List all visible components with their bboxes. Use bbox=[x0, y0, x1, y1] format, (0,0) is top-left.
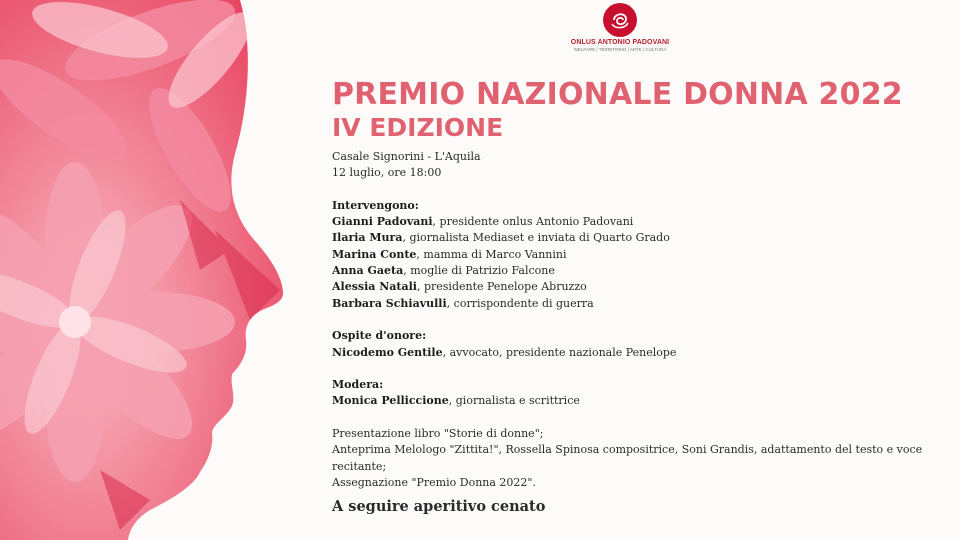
program-line-3: Assegnazione "Premio Donna 2022". bbox=[332, 475, 536, 489]
venue-date: 12 luglio, ore 18:00 bbox=[332, 166, 442, 180]
speaker-name: Anna Gaeta bbox=[332, 264, 404, 278]
speaker-name: Marina Conte bbox=[332, 247, 417, 261]
moderator-line bbox=[332, 393, 932, 409]
rose-icon bbox=[603, 3, 637, 37]
speaker-role: , presidente Penelope Abruzzo bbox=[416, 280, 587, 294]
program-line-1: Presentazione libro "Storie di donne"; bbox=[332, 427, 544, 441]
speaker-name: Barbara Schiavulli bbox=[332, 296, 447, 310]
speaker-line bbox=[332, 230, 932, 246]
guest-heading: Ospite d'onore: bbox=[332, 329, 427, 343]
speaker-role: , presidente onlus Antonio Padovani bbox=[432, 215, 634, 229]
speaker-role: , moglie di Patrizio Falcone bbox=[403, 264, 555, 278]
moderator-role: , giornalista e scrittrice bbox=[448, 394, 580, 408]
interventions-heading: Intervengono: bbox=[332, 198, 419, 212]
guest-line bbox=[332, 345, 932, 361]
moderator-name: Monica Pelliccione bbox=[332, 394, 449, 408]
speaker-name: Gianni Padovani bbox=[332, 215, 433, 229]
moderator-heading: Modera: bbox=[332, 378, 384, 392]
logo-tagline: WELFARE | TERRITORIO | ARTE | CULTURA bbox=[573, 47, 667, 52]
speaker-line bbox=[332, 263, 932, 279]
event-details bbox=[332, 149, 932, 516]
speaker-role: , corrispondente di guerra bbox=[446, 296, 594, 310]
speaker-line bbox=[332, 296, 932, 312]
logo-org-name: ONLUS ANTONIO PADOVANI bbox=[570, 39, 670, 46]
event-title: PREMIO NAZIONALE DONNA 2022 bbox=[332, 77, 903, 112]
speaker-line bbox=[332, 279, 932, 295]
flower-face-illustration bbox=[0, 0, 300, 540]
speaker-role: , giornalista Mediaset e inviata di Quarto Grado bbox=[402, 231, 670, 245]
speaker-line bbox=[332, 214, 932, 230]
venue-place: Casale Signorini - L'Aquila bbox=[332, 150, 481, 163]
speaker-line bbox=[332, 247, 932, 263]
onlus-logo bbox=[568, 0, 672, 56]
speaker-name: Alessia Natali bbox=[332, 280, 417, 294]
closing-note: A seguire aperitivo cenato bbox=[332, 498, 546, 516]
speaker-name: Ilaria Mura bbox=[332, 231, 403, 245]
guest-role: , avvocato, presidente nazionale Penelope bbox=[442, 345, 677, 359]
speaker-role: , mamma di Marco Vannini bbox=[416, 247, 567, 261]
event-edition: IV EDIZIONE bbox=[332, 113, 504, 142]
program-line-2: Anteprima Melologo "Zittita!", Rossella Spinosa compositrice, Soni Grandis, adattamento del testo e voce recitante; bbox=[332, 443, 923, 473]
guest-name: Nicodemo Gentile bbox=[332, 345, 443, 359]
